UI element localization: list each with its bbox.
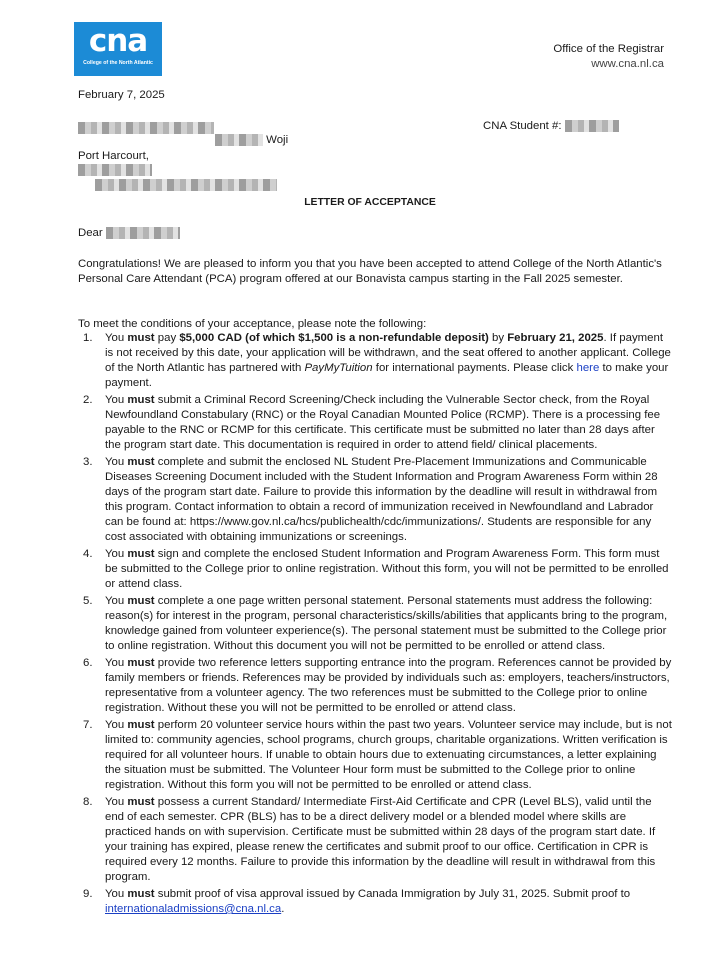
conditions-list <box>78 331 672 919</box>
redaction-block <box>215 134 263 146</box>
text: You <box>105 657 128 669</box>
text: You <box>105 548 128 560</box>
item-number: 3. <box>83 456 93 468</box>
emphasis: must <box>127 595 155 607</box>
emphasis: must <box>127 456 155 468</box>
salutation <box>78 226 180 241</box>
letter-date: February 7, 2025 <box>78 89 165 101</box>
emphasis: must <box>127 888 155 900</box>
text: You <box>105 332 128 344</box>
text: for international payments. Please click <box>372 362 577 374</box>
redaction-block <box>565 120 619 132</box>
letter-title: LETTER OF ACCEPTANCE <box>304 197 436 208</box>
text: by <box>488 332 508 344</box>
redaction-block <box>78 164 152 176</box>
text: provide two reference letters supporting entrance into the program. References cannot be provided by family members or friends. References may be provided by individuals such as: employers, teachers/instructors, representative from a volunteer agency. The two references must be submitted to the College prior to online registration. Without these you will not be permitted to be enrolled or attend class. <box>105 657 672 714</box>
list-item <box>78 718 672 793</box>
conditions-intro: To meet the conditions of your acceptance, please note the following: <box>78 318 427 330</box>
redacted-address <box>78 163 152 178</box>
redaction-block <box>106 227 180 239</box>
redaction-block <box>78 122 214 134</box>
text: possess a current Standard/ Intermediate First-Aid Certificate and CPR (Level BLS), valid until the end of each semester. CPR (BLS) has to be a direct delivery model or a blended model where skills are practiced hands on with supervision. Certificate must be submitted within 28 days of the program start date. If your training has expired, please renew the certificates and submit proof to our office. Certification in CPR is required every 12 months. Failure to provide this information by the deadline will result in withdrawal from this program. <box>105 796 656 883</box>
emphasis: must <box>127 394 155 406</box>
congratulations-paragraph: Congratulations! We are pleased to inform you that you have been accepted to attend College of the North Atlantic's Personal Care Attendant (PCA) program offered at our Bonavista campus starting in the Fall 2025 semester. <box>78 258 662 285</box>
list-item <box>78 656 672 716</box>
payment-link[interactable]: here <box>576 362 600 374</box>
text: sign and complete the enclosed Student Information and Program Awareness Form. This form must be submitted to the College prior to online registration. Without this form, you will not be permitted to be enrolled or attend class. <box>105 548 669 590</box>
list-item <box>78 393 672 453</box>
text: complete a one page written personal statement. Personal statements must address the following: reason(s) for interest in the program, personal characteristics/skills/abilities that applicants bring to the program, knowledge gained from volunteer experience(s). The personal statement must be submitted to the College prior to online registration. Without this document you will not be permitted to be enrolled or attend class. <box>105 595 668 652</box>
office-header <box>553 42 664 72</box>
text: pay <box>154 332 180 344</box>
item-number: 9. <box>83 888 93 900</box>
text: You <box>105 394 128 406</box>
emphasis: must <box>127 548 155 560</box>
student-number-label: CNA Student #: <box>483 120 562 132</box>
item-number: 5. <box>83 595 93 607</box>
redacted-address <box>95 178 277 193</box>
item-number: 2. <box>83 394 93 406</box>
item-number: 8. <box>83 796 93 808</box>
logo-subtitle: College of the North Atlantic <box>83 60 153 66</box>
item-number: 6. <box>83 657 93 669</box>
emphasis: must <box>127 332 155 344</box>
item-number: 4. <box>83 548 93 560</box>
office-name: Office of the Registrar <box>553 43 664 55</box>
text: You <box>105 595 128 607</box>
redaction-block <box>95 179 277 191</box>
text: You <box>105 888 128 900</box>
text: . <box>281 903 285 915</box>
list-item <box>78 795 672 885</box>
text: submit proof of visa approval issued by Canada Immigration by July 31, 2025. Submit proof to <box>154 888 631 900</box>
office-website: www.cna.nl.ca <box>591 58 664 70</box>
text: to make your payment. <box>105 362 669 389</box>
text: perform 20 volunteer service hours within the past two years. Volunteer service may include, but is not limited to: community agencies, school programs, church groups, charitable organizations. Written verification is required for all volunteer hours. If unable to obtain hours due to extenuating circumstances, a letter explaining the situation must be submitted. The Volunteer Hour form must be submitted to the College prior to online registration. Without this form you will not be permitted to be enrolled or attend class. <box>105 719 672 791</box>
text: You <box>105 719 128 731</box>
list-item <box>78 331 672 391</box>
payment-deadline: February 21, 2025 <box>507 332 604 344</box>
address-line <box>215 133 288 148</box>
text: You <box>105 796 128 808</box>
address-fragment: Woji <box>266 134 289 146</box>
text: You <box>105 456 128 468</box>
list-item <box>78 594 672 654</box>
emphasis: must <box>127 657 155 669</box>
payment-amount: $5,000 CAD (of which $1,500 is a non-refundable deposit) <box>179 332 489 344</box>
text: submit a Criminal Record Screening/Check including the Vulnerable Sector check, from the Royal Newfoundland Constabulary (RNC) or the Royal Canadian Mounted Police (RCMP). There is a processing fee payable to the RNC or RCMP for this certificate. This certificate must be submitted no later than 28 days after the program start date. This documentation is required in order to attend field/ clinical placements. <box>105 394 661 451</box>
emphasis: must <box>127 719 155 731</box>
admissions-email-link[interactable]: internationaladmissions@cna.nl.ca <box>105 903 282 915</box>
college-logo <box>74 22 162 76</box>
salutation-text: Dear <box>78 227 103 239</box>
redacted-name <box>78 121 214 136</box>
item-number: 7. <box>83 719 93 731</box>
text: complete and submit the enclosed NL Student Pre-Placement Immunizations and Communicable Diseases Screening Document included with the Student Information and Program Awareness Form within 28 days of the program start date. Failure to provide this information by the deadline will result in withdrawal from this program. Contact information to obtain a record of immunization received in Newfoundland and Labrador can be found at: https://www.gov.nl.ca/hcs/publichealth/cdc/immunizations/. Students are responsible for any cost associated with obtaining immunizations or screenings. <box>105 456 658 543</box>
address-city: Port Harcourt, <box>78 150 149 162</box>
list-item <box>78 887 672 917</box>
student-number <box>483 119 619 134</box>
logo-wordmark: cna <box>88 23 148 59</box>
item-number: 1. <box>83 332 93 344</box>
list-item <box>78 455 672 545</box>
text: . If payment is not received by this date, your application will be withdrawn, and the seat offered to another applicant. College of the North Atlantic has partnered with <box>105 332 671 374</box>
list-item <box>78 547 672 592</box>
emphasis: must <box>127 796 155 808</box>
paymytuition-name: PayMyTuition <box>304 362 373 374</box>
